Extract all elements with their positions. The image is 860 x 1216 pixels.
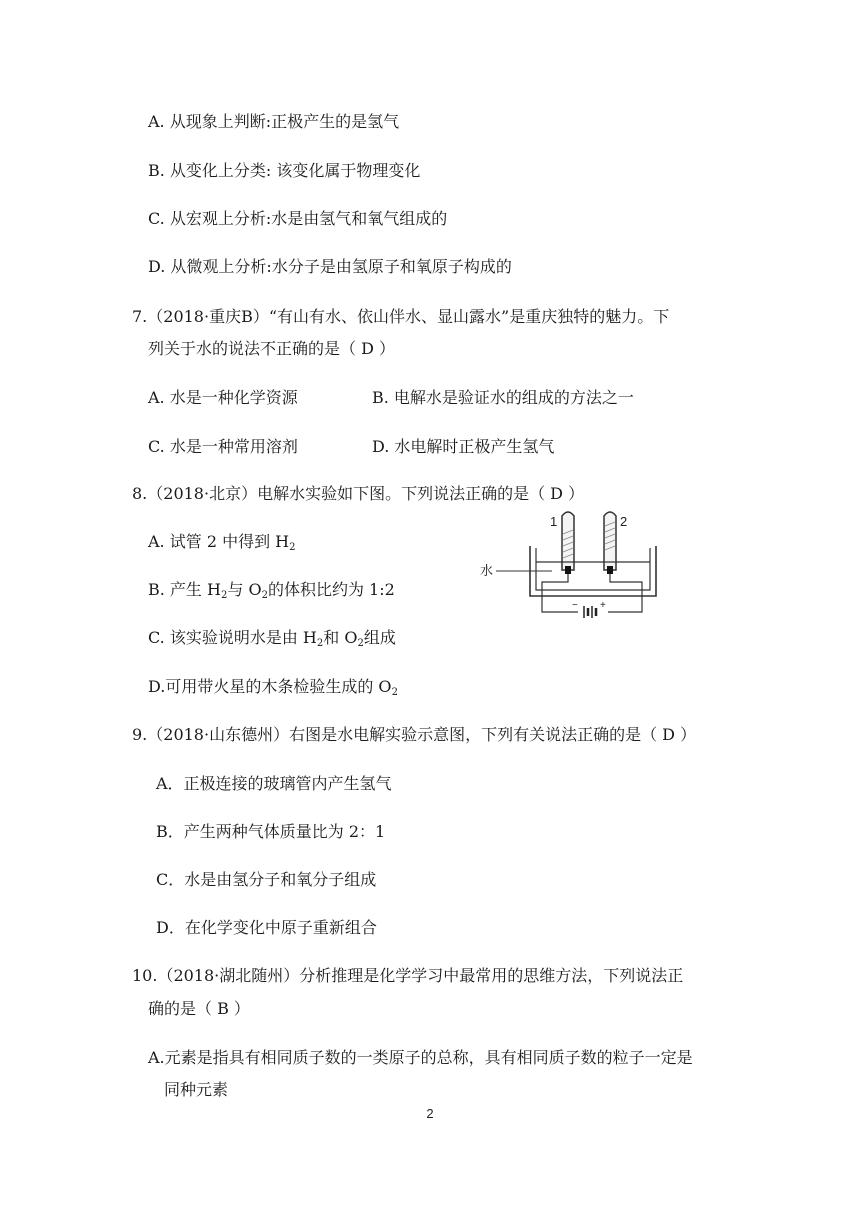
q10-stem-line1: 10.（2018·湖北随州）分析推理是化学学习中最常用的思维方法，下列说法正	[132, 966, 684, 985]
q8-option-a: A. 试管 2 中得到 $H_2$	[148, 532, 296, 553]
q9-option-b: B．产生两种气体质量比为 2：1	[156, 822, 386, 841]
electrolysis-diagram	[470, 504, 670, 624]
q6-option-a: A. 从现象上判断:正极产生的是氢气	[148, 112, 400, 131]
battery-icon	[572, 600, 606, 618]
q9-option-c: C．水是由氢分子和氧分子组成	[156, 870, 377, 889]
svg-text:+: +	[600, 600, 606, 611]
q9-option-d: D．在化学变化中原子重新组合	[156, 918, 377, 937]
q6-option-c: C. 从宏观上分析:水是由氢气和氧气组成的	[148, 209, 448, 228]
q8-stem: 8.（2018·北京）电解水实验如下图。下列说法正确的是（ D ）	[132, 484, 585, 503]
tube-2-label: 2	[620, 514, 628, 529]
q10-stem-line2: 确的是（ B ）	[148, 999, 250, 1018]
electrolysis-apparatus-figure	[470, 504, 670, 624]
q7-option-d: D. 水电解时正极产生氢气	[372, 437, 555, 456]
q9-stem: 9.（2018·山东德州）右图是水电解实验示意图，下列有关说法正确的是（ D ）	[132, 725, 697, 744]
wire-right	[608, 574, 642, 612]
q10-option-a-line1: A.元素是指具有相同质子数的一类原子的总称，具有相同质子数的粒子一定是	[148, 1048, 693, 1067]
q7-option-b: B. 电解水是验证水的组成的方法之一	[372, 388, 634, 407]
q8-option-c: C. 该实验说明水是由 $H_2$和 $O_2$组成	[148, 628, 396, 649]
svg-text:−: −	[572, 600, 578, 611]
q8-option-b: B. 产生 $H_2$与 $O_2$的体积比约为 1:2	[148, 580, 395, 601]
q7-option-a: A. 水是一种化学资源	[148, 388, 298, 407]
q7-option-c: C. 水是一种常用溶剂	[148, 437, 298, 456]
q6-option-d: D. 从微观上分析:水分子是由氢原子和氧原子构成的	[148, 257, 512, 276]
tube-1-label: 1	[550, 514, 558, 529]
q8-option-d: D.可用带火星的木条检验生成的 $O_2$	[148, 677, 398, 698]
test-tube-2	[604, 512, 616, 570]
water-label: 水	[480, 564, 494, 579]
electrode-1	[565, 566, 571, 574]
page-number: 2	[426, 1106, 434, 1121]
q7-stem-line2: 列关于水的说法不正确的是（ D ）	[148, 339, 396, 358]
test-tube-1	[562, 512, 574, 570]
electrode-2	[607, 566, 613, 574]
q9-option-a: A．正极连接的玻璃管内产生氢气	[156, 774, 392, 793]
q6-option-b: B. 从变化上分类: 该变化属于物理变化	[148, 161, 421, 180]
q10-option-a-line2: 同种元素	[164, 1080, 229, 1099]
q7-stem-line1: 7.（2018·重庆B）“有山有水、依山伴水、显山露水”是重庆独特的魅力。下	[132, 307, 670, 326]
